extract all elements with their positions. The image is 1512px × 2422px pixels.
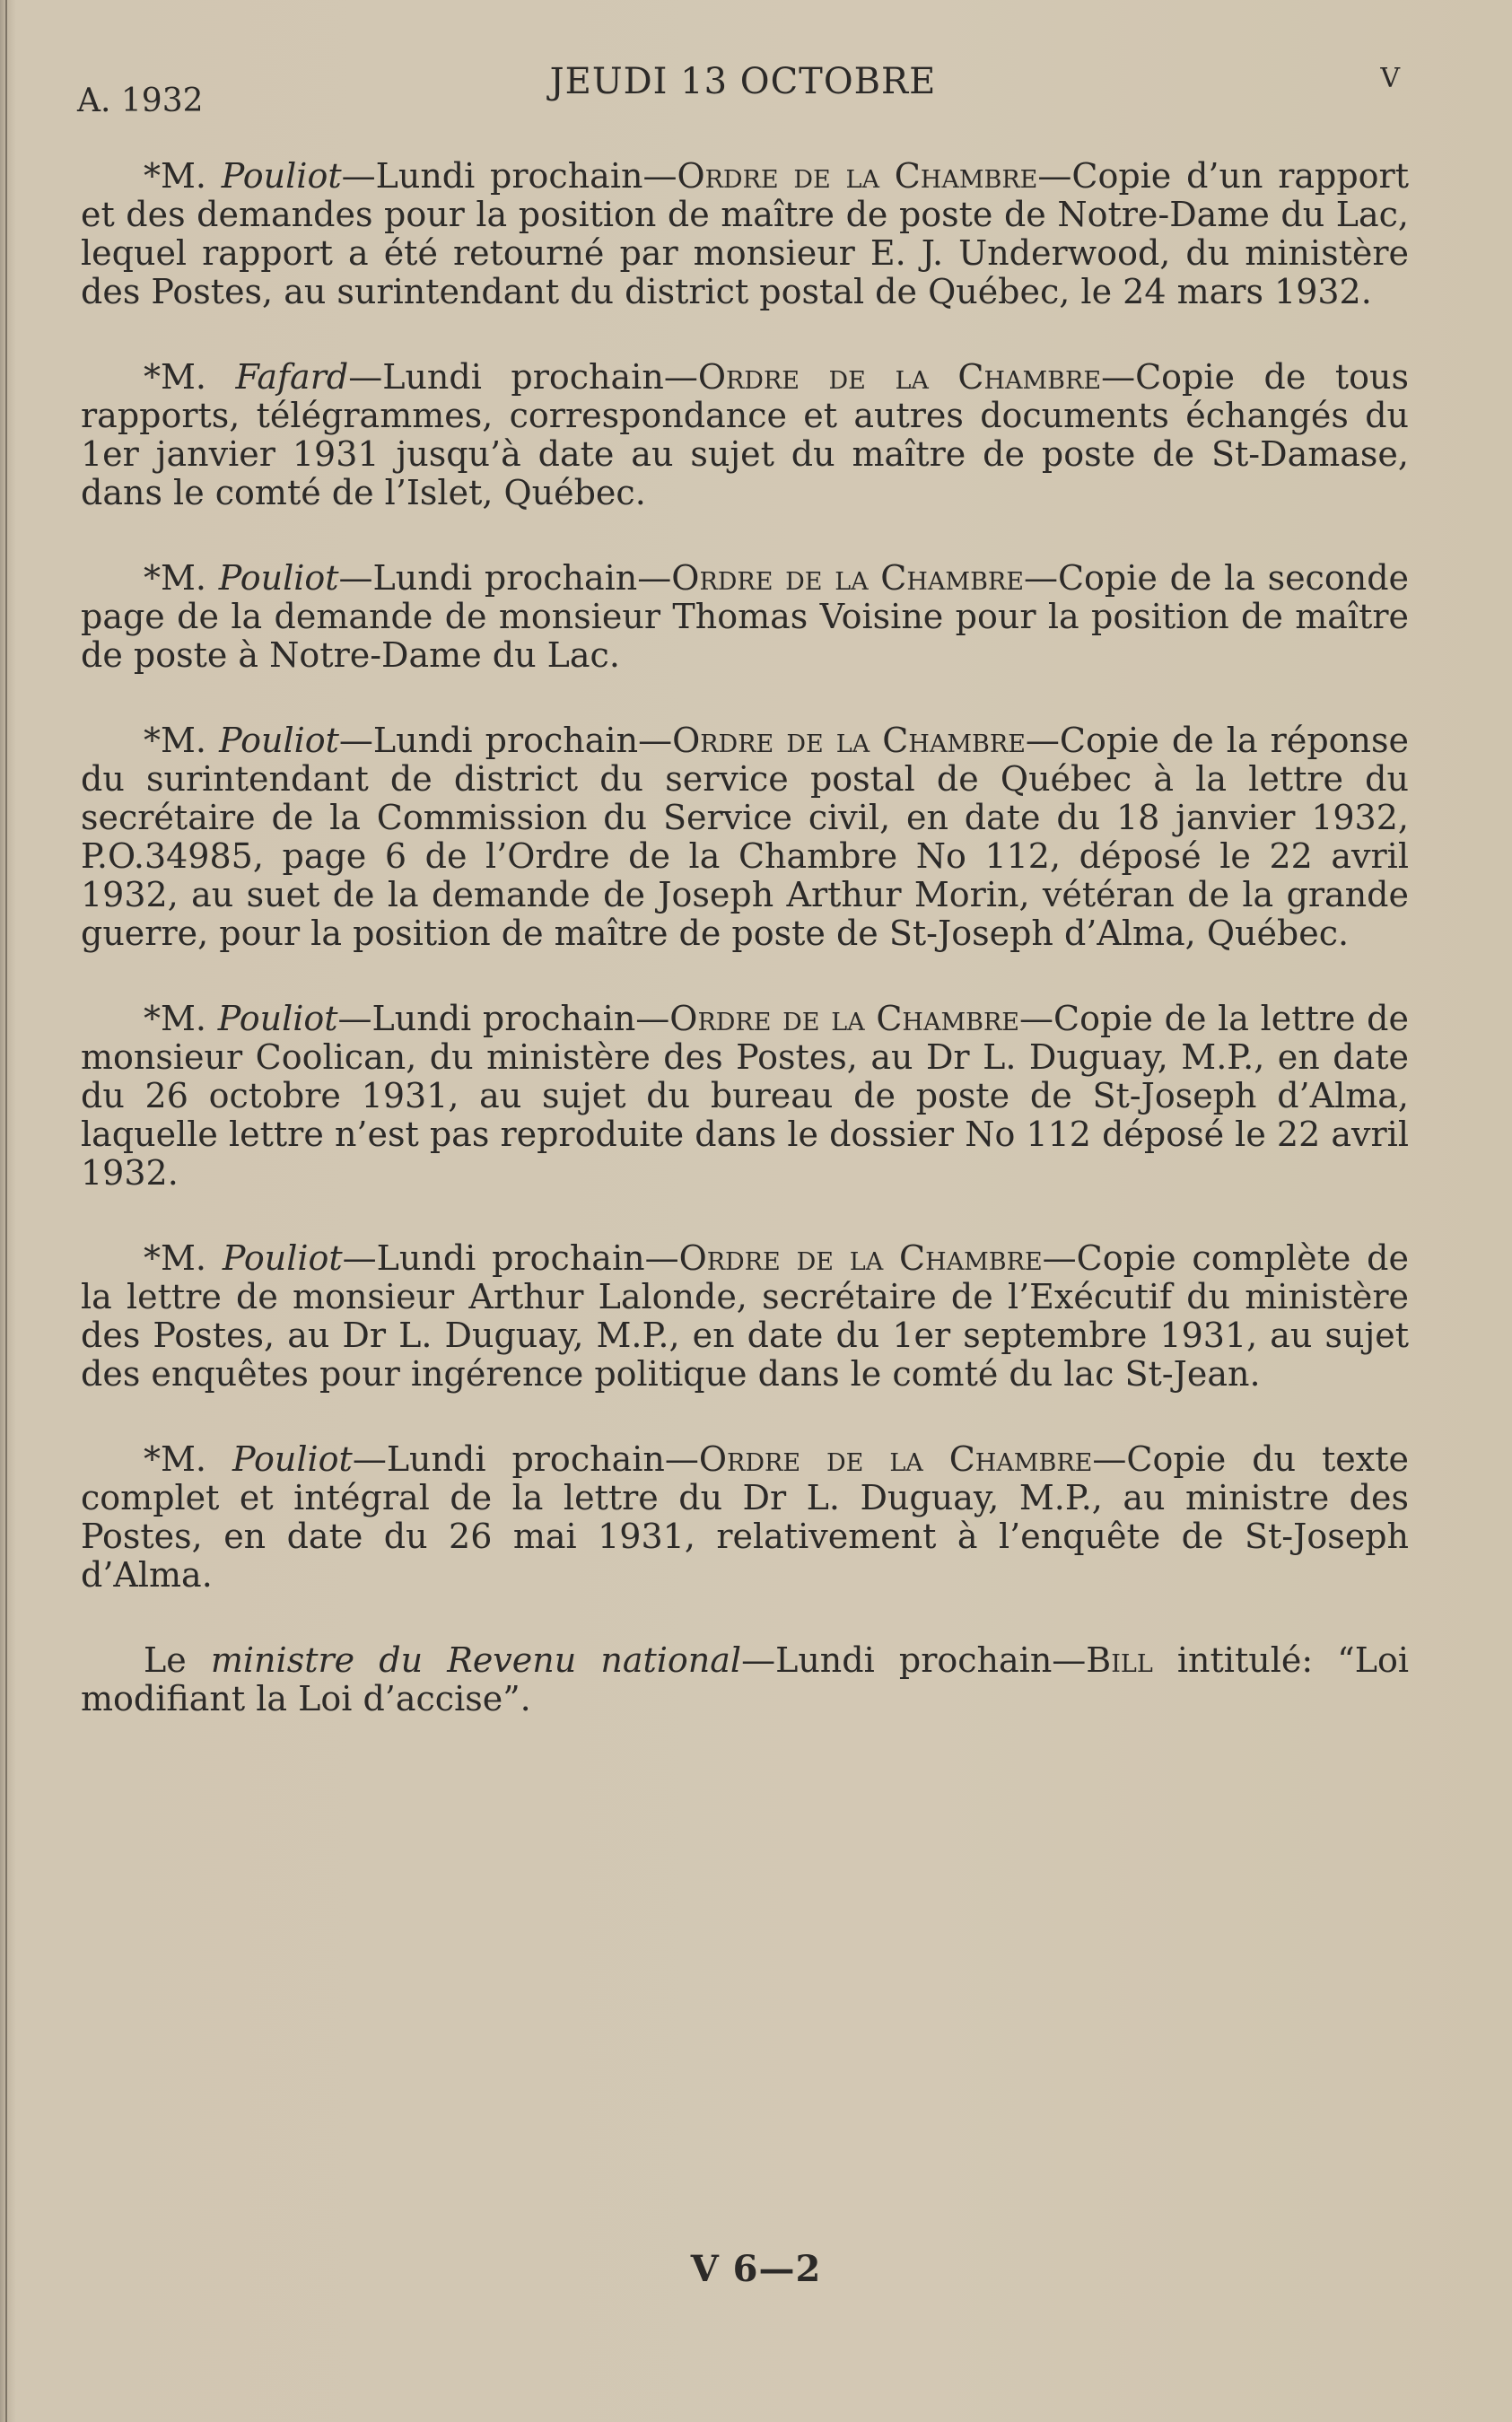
entry-text: —Copie du texte complet et intégral de la lettre du Dr L. Duguay, M.P., au ministre des Postes, en date du 26 mai 1931, relativement à l’enquête de St-Joseph d’Alma.: [81, 1439, 1409, 1595]
member-name: Pouliot: [218, 558, 339, 598]
printer-signature: V 6—2: [690, 2248, 822, 2290]
entry-text: —Copie de tous rapports, télégrammes, correspondance et autres documents échangés du 1er janvier 1931 jusqu’à date au sujet du maître de poste de St-Damase, dans le comté de l’Islet, Québec.: [81, 357, 1410, 512]
entry-when: —Lundi prochain—: [337, 999, 670, 1038]
member-name: Fafard: [235, 357, 349, 397]
binding-edge: [5, 0, 7, 2422]
entry-text: —Copie de la réponse du surintendant de district du service postal de Québec à la lettre du secrétaire de la Commission du Service civil, en date du 18 janvier 1932, P.O.34985, page 6 de l’Ordre de la Chambre No 112, déposé le 22 avril 1932, au suet de la demande de Joseph Arthur Morin, vétéran de la grande guerre, pour la position de maître de poste de St-Joseph d’Alma, Québec.: [81, 721, 1409, 953]
member-name: Pouliot: [217, 999, 338, 1038]
notice-entry: [81, 1440, 1409, 1595]
entry-text: —Copie d’un rapport et des demandes pour la position de maître de poste de Notre-Dame du Lac, lequel rapport a été retourné par monsieur E. J. Underwood, du ministère des Postes, au surintendant du district postal de Québec, le 24 mars 1932.: [81, 156, 1409, 311]
entry-text: —Copie de la lettre de monsieur Coolican, du ministère des Postes, au Dr L. Duguay, M.P., en date du 26 octobre 1931, au sujet du bureau de poste de St-Joseph d’Alma, laquelle lettre n’est pas reproduite dans le dossier No 112 déposé le 22 avril 1932.: [81, 999, 1409, 1193]
notice-entry: [81, 1239, 1409, 1394]
entry-order: Ordre de la Chambre: [677, 156, 1038, 196]
entry-order: Ordre de la Chambre: [669, 999, 1019, 1038]
entry-when: —Lundi prochain—: [352, 1439, 699, 1479]
entry-prefix: *M.: [144, 721, 220, 760]
notice-entry: [81, 559, 1409, 675]
entry-when: —Lundi prochain—: [342, 1238, 679, 1278]
notice-list: [81, 157, 1409, 1765]
entry-order: Ordre de la Chambre: [672, 721, 1026, 760]
entry-prefix: *M.: [144, 558, 219, 598]
entry-order: Ordre de la Chambre: [671, 558, 1024, 598]
entry-prefix: *M.: [144, 999, 218, 1038]
entry-prefix: Le: [144, 1640, 211, 1680]
entry-when: —Lundi prochain—: [741, 1640, 1087, 1680]
notice-entry: [81, 1641, 1409, 1718]
entry-text: —Copie complète de la lettre de monsieur Arthur Lalonde, secrétaire de l’Exécutif du ministère des Postes, au Dr L. Duguay, M.P., en date du 1er septembre 1931, au sujet des enquêtes pour ingérence politique dans le comté du lac St-Jean.: [81, 1238, 1409, 1394]
member-name: Pouliot: [232, 1439, 353, 1479]
entry-order: Ordre de la Chambre: [698, 1439, 1093, 1479]
entry-text: —Copie de la seconde page de la demande de monsieur Thomas Voisine pour la position de maître de poste à Notre-Dame du Lac.: [81, 558, 1410, 675]
member-name: Pouliot: [222, 1238, 343, 1278]
notice-entry: [81, 157, 1409, 311]
entry-prefix: *M.: [144, 1439, 232, 1479]
header-year: A. 1932: [77, 83, 204, 119]
entry-when: —Lundi prochain—: [338, 721, 673, 760]
entry-text: intitulé: “Loi modifiant la Loi d’accise”.: [81, 1640, 1409, 1718]
entry-order: Ordre de la Chambre: [678, 1238, 1043, 1278]
member-name: ministre du Revenu national: [210, 1640, 742, 1680]
header-page-number: V: [1380, 63, 1400, 94]
entry-when: —Lundi prochain—: [338, 558, 672, 598]
notice-entry: [81, 1000, 1409, 1193]
page-header: [77, 54, 1409, 126]
notice-entry: [81, 721, 1409, 953]
entry-order: Bill: [1086, 1640, 1153, 1680]
member-name: Pouliot: [221, 156, 342, 196]
entry-order: Ordre de la Chambre: [697, 357, 1102, 397]
entry-prefix: *M.: [144, 1238, 223, 1278]
entry-prefix: *M.: [144, 357, 236, 397]
entry-when: —Lundi prochain—: [348, 357, 698, 397]
member-name: Pouliot: [219, 721, 339, 760]
notice-entry: [81, 358, 1409, 512]
entry-when: —Lundi prochain—: [341, 156, 677, 196]
entry-prefix: *M.: [144, 156, 222, 196]
header-title: JEUDI 13 OCTOBRE: [549, 61, 937, 102]
